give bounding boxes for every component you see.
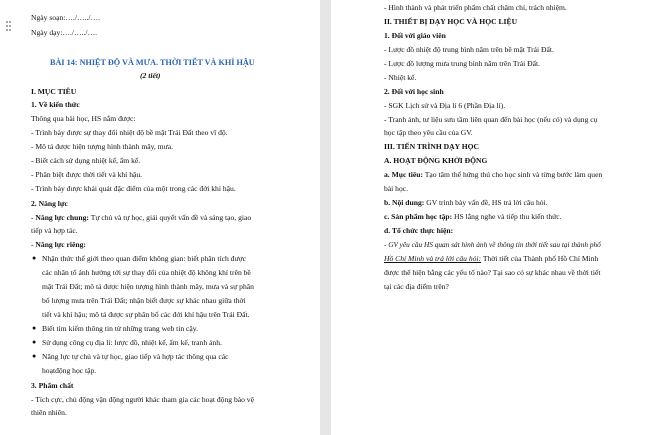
subsection-heading: 3. Phẩm chất xyxy=(31,381,74,390)
list-item: Năng lực tự chủ và tự học, giao tiếp và hợp tác thông qua các xyxy=(42,352,229,361)
section-heading: I. MỤC TIÊU xyxy=(31,87,77,96)
bullet-icon: ● xyxy=(32,324,37,332)
paragraph: được thể hiện bằng các yếu tố nào? Tại sao có sự khác nhau về thời tiết xyxy=(384,268,601,277)
list-item: - Tranh ảnh, tư liệu sưu tầm liên quan đến bài học (nếu có) và dụng cụ xyxy=(384,115,598,124)
activity-heading: A. HOẠT ĐỘNG KHỞI ĐỘNG xyxy=(384,156,488,165)
list-item: - Trình bày được sự thay đổi nhiệt độ bề mặt Trái Đất theo vĩ độ. xyxy=(31,128,228,137)
paragraph: Hồ Chí Minh và trả lời câu hỏi: Thời tiết của Thành phố Hồ Chí Minh xyxy=(384,254,599,263)
list-item: Biết tìm kiếm thông tin từ những trang web tin cậy. xyxy=(42,324,199,333)
list-item: - Trình bày được khái quát đặc điểm của một trong các đới khí hậu. xyxy=(31,184,236,193)
date-teach: Ngày dạy:…./…../…. xyxy=(31,28,98,37)
paragraph: c. Sản phẩm học tập: HS lắng nghe và tiếp thu kiến thức. xyxy=(384,212,562,221)
list-item: - Lược đồ nhiệt độ trung bình năm trên bề mặt Trái Đất. xyxy=(384,45,554,54)
paragraph: thiên nhiên. xyxy=(31,408,67,417)
paragraph: tại các địa điểm trên? xyxy=(384,282,449,291)
paragraph: Thông qua bài học, HS nắm được: xyxy=(31,114,136,123)
bullet-icon: ● xyxy=(32,352,37,360)
list-item: mặt Trái Đất; mô tả được hiện tượng hình thành mây, mưa và sự phân xyxy=(42,282,254,291)
list-item: bố lượng mưa trên Trái Đất; nhận biết được sự khác nhau giữa thời xyxy=(42,296,246,305)
list-item: - Mô tả được hiện tượng hình thành mây, mưa. xyxy=(31,142,173,151)
list-item: - Nhiệt kế. xyxy=(384,73,417,82)
paragraph-label: d. Tổ chức thực hiện: xyxy=(384,226,454,235)
drag-handle-icon[interactable] xyxy=(6,21,12,31)
paragraph: - Năng lực chung: Tự chủ và tự học, giải quyết vấn đề và sáng tạo, giao xyxy=(31,213,252,222)
section-heading: II. THIẾT BỊ DẠY HỌC VÀ HỌC LIỆU xyxy=(384,17,518,26)
subsection-heading: 1. Đối với giáo viên xyxy=(384,31,446,40)
list-item: tiết và khí hậu; mô tả được sự phân bố các đới khí hậu trên Trái Đất. xyxy=(42,310,250,319)
list-item: học tập theo yêu cầu của GV. xyxy=(384,128,473,137)
section-heading: III. TIẾN TRÌNH DẠY HỌC xyxy=(384,142,480,151)
date-compose: Ngày soạn:…./…../…. xyxy=(31,13,100,22)
list-item: - SGK Lịch sử và Địa lí 6 (Phần Địa lí). xyxy=(384,101,506,110)
lesson-duration: (2 tiết) xyxy=(140,71,161,80)
document-page-right xyxy=(331,0,650,435)
paragraph-label: - Năng lực riêng: xyxy=(31,240,86,249)
bullet-icon: ● xyxy=(32,254,37,262)
subsection-heading: 2. Năng lực xyxy=(31,199,68,208)
lesson-title: BÀI 14: NHIỆT ĐỘ VÀ MƯA. THỜI TIẾT VÀ KHÍ HẬU xyxy=(50,58,255,67)
list-item: Sử dụng công cụ địa lí: lược đồ, nhiệt kế, ẩm kế, tranh ảnh. xyxy=(42,338,222,347)
list-item: Nhận thức thế giới theo quan điểm không gian: biết phân tích được xyxy=(42,254,246,263)
paragraph: b. Nội dung: GV trình bày vấn đề, HS trả lời câu hỏi. xyxy=(384,198,548,207)
document-page-left xyxy=(0,0,320,435)
list-item: - Lược đồ lượng mưa trung bình năm trên Trái Đất. xyxy=(384,59,540,68)
subsection-heading: 2. Đối với học sinh xyxy=(384,87,444,96)
list-item: - Phân biệt được thời tiết và khí hậu. xyxy=(31,170,143,179)
list-item: hoạtđộng học tập. xyxy=(42,366,97,375)
paragraph: bài học. xyxy=(384,184,409,193)
paragraph: - Tích cực, chủ động vận động người khác tham gia các hoạt động bảo vệ xyxy=(31,395,254,404)
paragraph: a. Mục tiêu: Tạo tâm thế hứng thú cho học sinh và từng bước làm quen xyxy=(384,170,603,179)
list-item: - Biết cách sử dụng nhiệt kế, ẩm kế. xyxy=(31,156,141,165)
subsection-heading: 1. Về kiến thức xyxy=(31,100,80,109)
paragraph: - GV yêu cầu HS quan sát hình ảnh về thông tin thời tiết sau tại thành phố xyxy=(384,240,601,249)
paragraph: tiếp và hợp tác. xyxy=(31,226,78,235)
list-item: các nhân tố ảnh hưởng tới sự thay đổi của nhiệt độ không khí trên bề xyxy=(42,268,251,277)
bullet-icon: ● xyxy=(32,338,37,346)
paragraph: - Hình thành và phát triển phẩm chất chăm chỉ, trách nhiệm. xyxy=(384,3,567,12)
